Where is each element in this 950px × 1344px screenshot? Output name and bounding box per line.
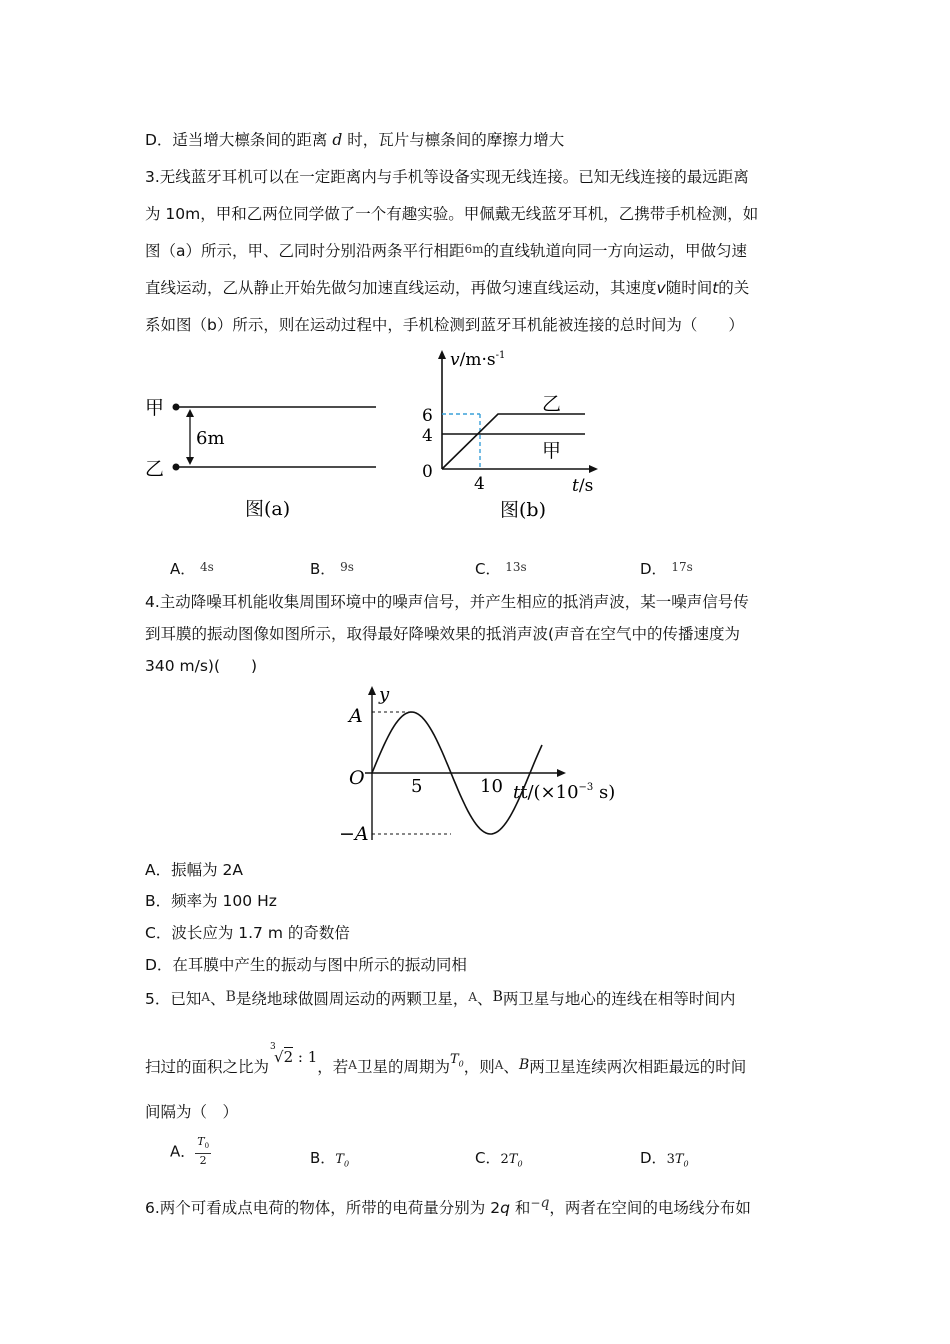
fig-b-jia-label: 甲 bbox=[542, 440, 562, 462]
q5-line-3: 间隔为（ ） bbox=[145, 1103, 239, 1121]
q5-cube-root: 3 √2 : 1 bbox=[270, 1042, 318, 1066]
q3-line-1: 3.无线蓝牙耳机可以在一定距离内与手机等设备实现无线连接。已知无线连接的最远距离 bbox=[145, 168, 749, 186]
q4-tick-10: 10 bbox=[480, 776, 503, 797]
q3-line-3: 图（a）所示，甲、乙同时分别沿两条平行相距6m的直线轨道向同一方向运动，甲做匀速 bbox=[145, 242, 748, 260]
q3-line-2: 为 10m，甲和乙两位同学做了一个有趣实验。甲佩戴无线蓝牙耳机，乙携带手机检测，如 bbox=[145, 205, 759, 223]
q4-line-2: 到耳膜的振动图像如图所示，取得最好降噪效果的抵消声波(声音在空气中的传播速度为 bbox=[145, 625, 741, 643]
q4-option-a: A．振幅为 2A bbox=[145, 861, 243, 879]
q4-option-d: D．在耳膜中产生的振动与图中所示的振动同相 bbox=[145, 956, 467, 974]
q4-neg-amplitude-label: −A bbox=[339, 823, 369, 845]
q3-figure-b bbox=[410, 345, 620, 530]
fig-b-yi-label: 乙 bbox=[542, 393, 562, 415]
fig-b-line-yi bbox=[442, 414, 585, 469]
fig-b-x-label: t/s bbox=[572, 476, 594, 496]
fig-a-distance-label: 6m bbox=[196, 428, 225, 449]
q5-option-d: D．$3T_0$ bbox=[640, 1149, 689, 1169]
q5-line-1: 5．已知A、B是绕地球做圆周运动的两颗卫星，A、B两卫星与地心的连线在相等时间内 bbox=[145, 989, 736, 1008]
q3-option-b: B． $^{9s}$ bbox=[310, 560, 354, 578]
q3-option-c: C． $^{13s}$ bbox=[475, 560, 527, 578]
q2-option-d: D．适当增大檩条间的距离 d 时，瓦片与檩条间的摩擦力增大 bbox=[145, 131, 565, 149]
q3-line-4: 直线运动，乙从静止开始先做匀加速直线运动，再做匀速直线运动，其速度v随时间t的关 bbox=[145, 279, 750, 297]
q5-period-t0: T0 bbox=[449, 1052, 464, 1069]
q5-option-a-fraction: $\frac{T_0}{2}$ bbox=[197, 1135, 210, 1168]
fig-a-caption: 图(a) bbox=[245, 498, 291, 520]
q4-origin-label: O bbox=[349, 767, 365, 789]
q3-option-d: D． $^{17s}$ bbox=[640, 560, 693, 578]
q4-vibration-graph bbox=[335, 680, 625, 850]
q4-x-arrow bbox=[557, 769, 566, 777]
q6-line-1: 6.两个可看成点电荷的物体，所带的电荷量分别为 2q 和−q，两者在空间的电场线分布如 bbox=[145, 1195, 751, 1217]
fig-b-y-arrow bbox=[438, 350, 446, 359]
fig-b-tick-4: 4 bbox=[422, 426, 433, 446]
q5-option-c: C．$2T_0$ bbox=[475, 1149, 523, 1169]
q4-line-3: 340 m/s)( ) bbox=[145, 657, 258, 675]
fig-a-yi-label: 乙 bbox=[145, 458, 165, 480]
q4-line-1: 4.主动降噪耳机能收集周围环境中的噪声信号，并产生相应的抵消声波，某一噪声信号传 bbox=[145, 593, 749, 611]
fig-b-y-label: $v/m\cdot s^{-1}$ bbox=[450, 350, 506, 370]
q4-option-b: B．频率为 100 Hz bbox=[145, 892, 277, 910]
q4-option-c: C．波长应为 1.7 m 的奇数倍 bbox=[145, 924, 350, 942]
q5-line-2: 扫过的面积之比为 3 √2 : 1，若A卫星的周期为$^{T_0}$，则A、B两卫星连续两次相距最远的时间 bbox=[145, 1042, 747, 1076]
fig-b-origin: 0 bbox=[422, 462, 433, 482]
q4-amplitude-label: A bbox=[349, 705, 363, 727]
q3-line-5: 系如图（b）所示，则在运动过程中，手机检测到蓝牙耳机能被连接的总时间为（ ） bbox=[145, 316, 744, 334]
fig-a-arrow-head-up bbox=[186, 409, 194, 417]
q3-figure-a bbox=[140, 390, 390, 530]
q4-y-label: y bbox=[379, 684, 390, 705]
fig-a-jia-label: 甲 bbox=[145, 397, 165, 419]
fig-b-caption: 图(b) bbox=[500, 499, 546, 521]
fig-b-tick-x4: 4 bbox=[474, 474, 485, 494]
fig-b-x-arrow bbox=[589, 465, 598, 473]
q5-option-b: B．$T_0$ bbox=[310, 1149, 350, 1169]
q4-tick-5: 5 bbox=[411, 776, 423, 797]
fig-b-tick-6: 6 bbox=[422, 406, 433, 426]
q3-option-a: A． $^{4s}$ bbox=[170, 560, 214, 578]
q5-option-a: A． $\frac{T_0}{2}$ bbox=[170, 1135, 210, 1168]
q4-x-label: $tt/(\times 10^{-3}$ s) bbox=[513, 782, 616, 803]
fig-a-arrow-head-down bbox=[186, 457, 194, 465]
q4-y-arrow bbox=[368, 686, 376, 695]
